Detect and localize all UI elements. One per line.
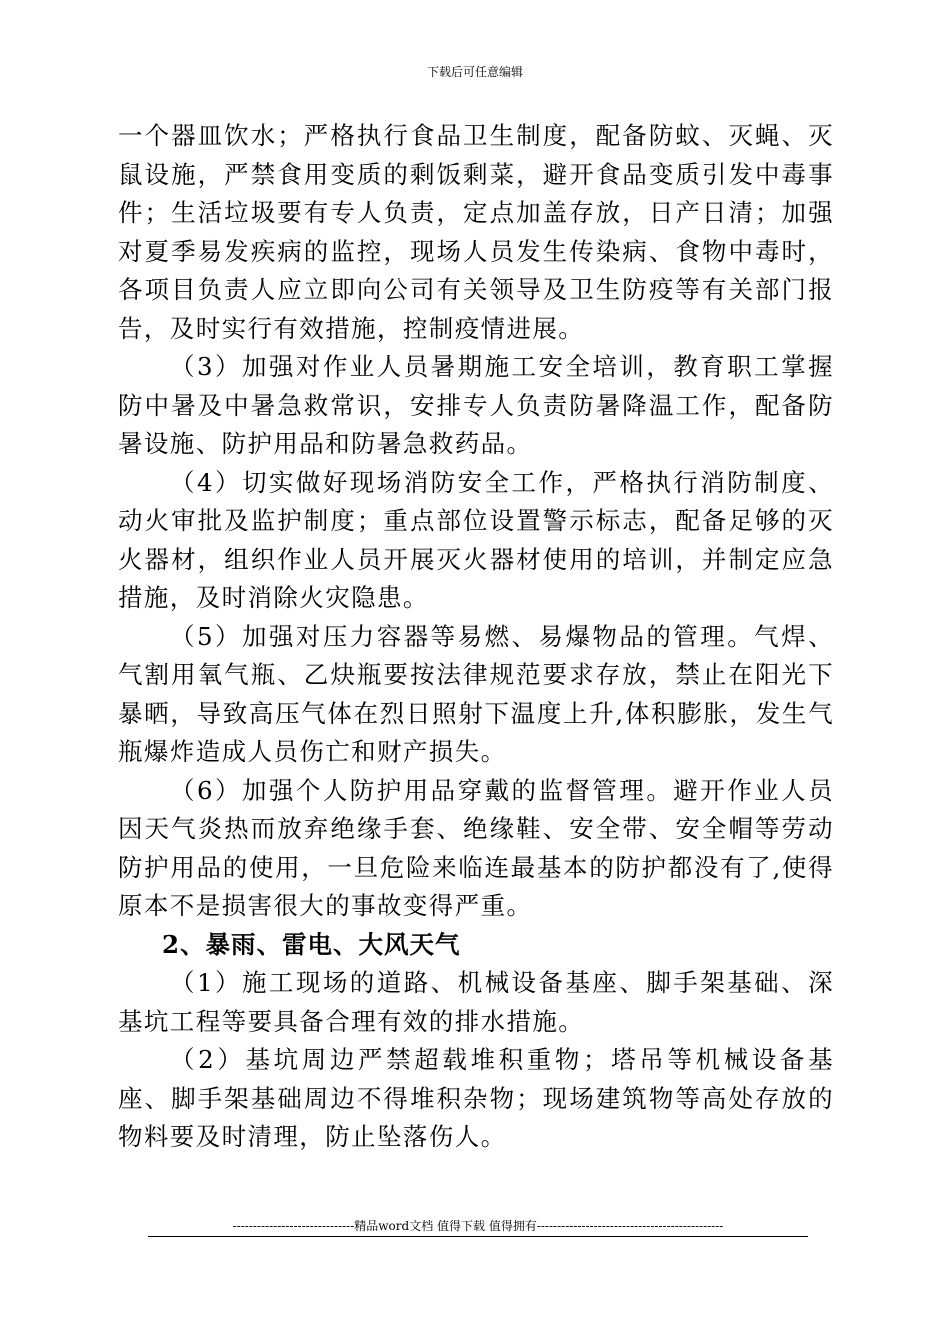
footer-divider — [148, 1236, 808, 1237]
section-paragraph-item-1: （1）施工现场的道路、机械设备基座、脚手架基础、深基坑工程等要具备合理有效的排水措施。 — [118, 968, 834, 1036]
paragraph-item-5: （5）加强对压力容器等易燃、易爆物品的管理。气焊、气割用氧气瓶、乙炔瓶要按法律规范要求存放，禁止在阳光下暴晒，导致高压气体在烈日照射下温度上升,体积膨胀，发生气瓶爆炸造成人员伤亡和财产损失。 — [118, 621, 834, 766]
paragraph-item-6: （6）加强个人防护用品穿戴的监督管理。避开作业人员因天气炎热而放弃绝缘手套、绝缘鞋、安全带、安全帽等劳动防护用品的使用，一旦危险来临连最基本的防护都没有了,使得原本不是损害很大的事故变得严重。 — [118, 775, 834, 920]
section-heading: 2、暴雨、雷电、大风天气 — [162, 929, 461, 959]
paragraph-item-4: （4）切实做好现场消防安全工作，严格执行消防制度、动火审批及监护制度；重点部位设置警示标志，配备足够的灭火器材，组织作业人员开展灭火器材使用的培训，并制定应急措施，及时消除火灾隐患。 — [118, 467, 834, 612]
paragraph-continuation: 一个器皿饮水；严格执行食品卫生制度，配备防蚊、灭蝇、灭鼠设施，严禁食用变质的剩饭剩菜，避开食品变质引发中毒事件；生活垃圾要有专人负责，定点加盖存放，日产日清；加强对夏季易发疾病的监控，现场人员发生传染病、食物中毒时，各项目负责人应立即向公司有关领导及卫生防疫等有关部门报告，及时实行有效措施，控制疫情进展。 — [118, 121, 834, 343]
paragraph-item-3: （3）加强对作业人员暑期施工安全培训，教育职工掌握防中暑及中暑急救常识，安排专人负责防暑降温工作，配备防暑设施、防护用品和防暑急救药品。 — [118, 352, 834, 458]
page-header: 下载后可任意编辑 — [426, 65, 523, 79]
section-paragraph-item-2: （2）基坑周边严禁超载堆积重物；塔吊等机械设备基座、脚手架基础周边不得堆积杂物；现场建筑物等高处存放的物料要及时清理，防止坠落伤人。 — [118, 1045, 834, 1151]
document-body — [118, 117, 834, 1157]
page-footer: ------------------------------精品word文档 值得下载 值得拥有---------------------------------------------- — [232, 1219, 724, 1233]
